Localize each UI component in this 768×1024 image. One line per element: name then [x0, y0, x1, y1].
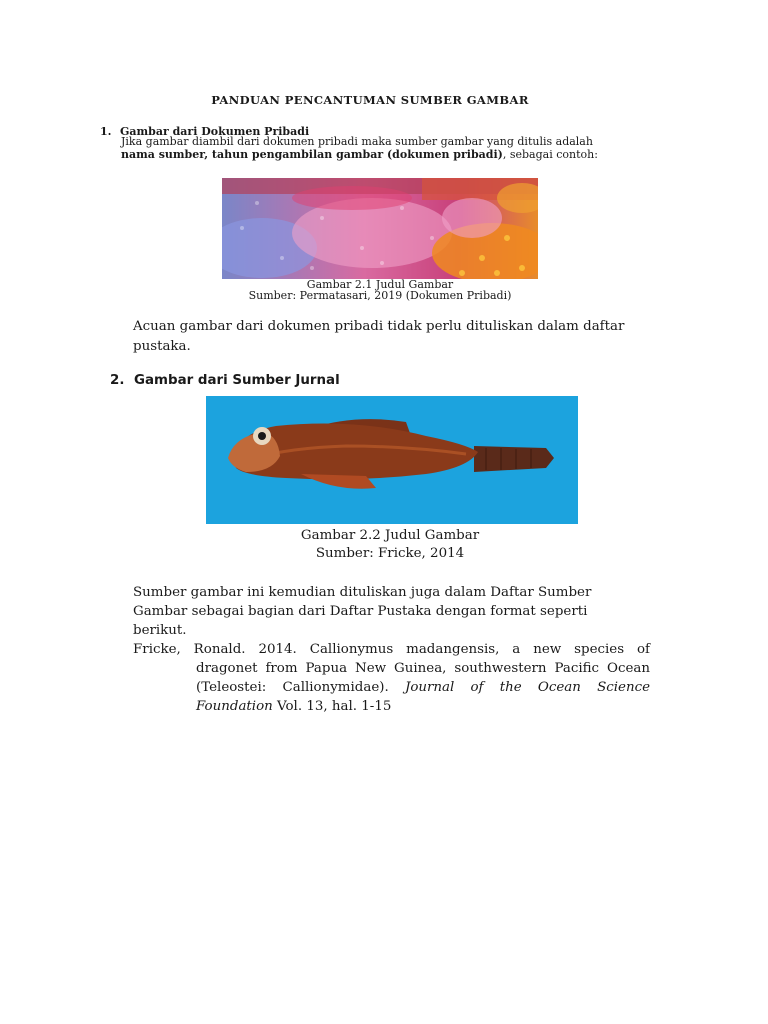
reference-line-4 — [133, 697, 650, 716]
section-1-note: Acuan gambar dari dokumen pribadi tidak perlu dituliskan dalam daftar pustaka. — [133, 319, 625, 354]
section-2-heading — [110, 373, 340, 388]
section-1-para-bold: nama sumber, tahun pengambilan gambar (dokumen pribadi) — [121, 147, 503, 161]
reference-line-2: dragonet from Papua New Guinea, southwestern Pacific Ocean — [196, 661, 650, 676]
section-2-heading-text: Gambar dari Sumber Jurnal — [134, 373, 340, 388]
figure-2-1-source: Sumber: Permatasari, 2019 (Dokumen Pribadi) — [248, 289, 512, 302]
figure-2-2-source: Sumber: Fricke, 2014 — [315, 546, 465, 561]
figure-2-2-caption — [230, 527, 550, 563]
reference-journal-name-end: Foundation — [196, 699, 273, 714]
flower-field-image — [222, 178, 538, 279]
reference-authors-title-tail: (Teleostei: Callionymidae). — [196, 680, 405, 695]
section-2-number: 2. — [110, 373, 125, 388]
bibliography-entry — [133, 640, 650, 716]
figure-2-1-caption — [200, 279, 560, 301]
section-1-para-lead: Jika gambar diambil dari dokumen pribadi maka sumber gambar yang ditulis adalah — [121, 135, 593, 148]
page-title: PANDUAN PENCANTUMAN SUMBER GAMBAR — [211, 93, 529, 107]
section-2-note: Sumber gambar ini kemudian dituliskan juga dalam Daftar Sumber Gambar sebagai bagian dari Daftar Pustaka dengan format seperti berikut. — [133, 585, 592, 638]
section-1-para-tail: , sebagai contoh: — [502, 147, 598, 161]
reference-journal-name: Journal of the Ocean Science — [404, 680, 650, 695]
reference-line-1: Fricke, Ronald. 2014. Callionymus madangensis, a new species of — [133, 642, 650, 657]
fish-image — [206, 396, 578, 524]
reference-volume-pages: Vol. 13, hal. 1-15 — [272, 699, 392, 714]
section-1-paragraph — [121, 136, 621, 161]
figure-2-2-title: Gambar 2.2 Judul Gambar — [300, 528, 480, 543]
reference-line-3 — [133, 678, 650, 697]
flower-field-illustration — [222, 178, 538, 279]
section-1-number: 1. — [100, 125, 112, 138]
section-1-heading-text: Gambar dari Dokumen Pribadi — [120, 125, 310, 138]
dragonet-fish-illustration — [206, 396, 578, 524]
figure-2-1-title: Gambar 2.1 Judul Gambar — [306, 278, 454, 291]
